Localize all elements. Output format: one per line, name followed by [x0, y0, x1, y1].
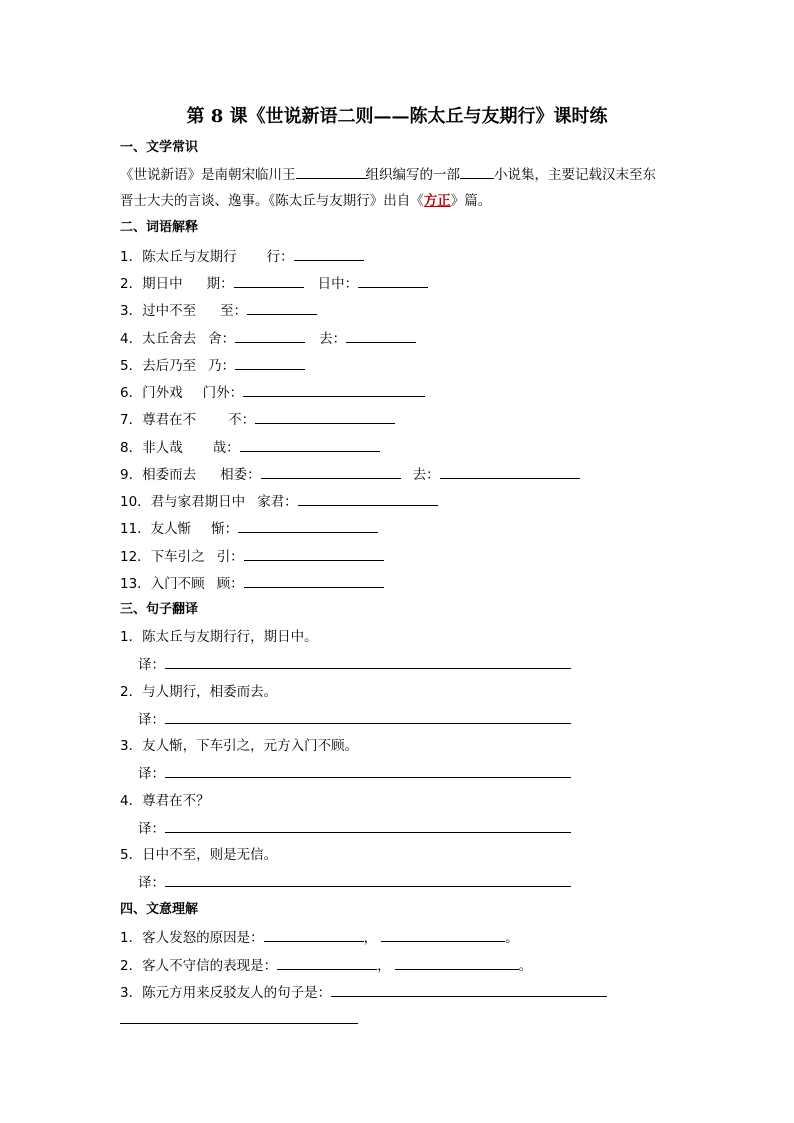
vocab-term: 顾： [216, 576, 244, 592]
vocab-item [120, 382, 425, 403]
answer-blank[interactable] [277, 955, 377, 970]
answer-blank[interactable] [346, 328, 416, 343]
vocab-term: 引： [216, 549, 244, 565]
translation-prefix: 译： [138, 712, 165, 728]
answer-blank[interactable] [165, 818, 571, 833]
translation-answer-line [138, 654, 571, 675]
translation-question: 5．日中不至，则是无信。 [120, 847, 278, 863]
translation-answer-line [138, 763, 571, 784]
vocab-term: 日中： [317, 276, 359, 292]
filled-answer: 方正 [423, 193, 451, 209]
answer-blank[interactable] [247, 300, 317, 315]
answer-blank[interactable] [298, 491, 438, 506]
vocab-question: 2．期日中 [120, 276, 183, 292]
vocab-term: 惭： [211, 521, 239, 537]
section-heading-translation: 三、句子翻译 [120, 602, 199, 617]
vocab-question: 6．门外戏 [120, 385, 183, 401]
vocab-item [120, 437, 380, 458]
vocab-term: 乃： [208, 358, 236, 374]
answer-blank[interactable] [440, 464, 580, 479]
translation-question: 1．陈太丘与友期行行，期日中。 [120, 629, 318, 645]
vocab-question: 3．过中不至 [120, 303, 197, 319]
answer-blank[interactable] [243, 382, 425, 397]
vocab-term: 相委： [220, 467, 261, 483]
answer-blank[interactable] [165, 654, 571, 669]
vocab-item [120, 328, 416, 349]
vocab-term: 舍： [208, 331, 236, 347]
literature-line-1 [120, 164, 656, 185]
answer-blank[interactable] [264, 927, 364, 942]
vocab-term: 不： [228, 412, 256, 428]
vocab-item [120, 300, 317, 321]
punctuation: ， [363, 930, 378, 946]
answer-blank[interactable] [244, 573, 384, 588]
answer-blank[interactable] [235, 328, 305, 343]
answer-blank[interactable] [235, 355, 305, 370]
vocab-question: 5．去后乃至 [120, 358, 197, 374]
answer-blank[interactable] [234, 273, 304, 288]
vocab-term: 家君： [257, 494, 298, 510]
vocab-item [120, 355, 305, 376]
vocab-item [120, 409, 395, 430]
section-heading-vocabulary: 二、词语解释 [120, 220, 199, 235]
punctuation: ， [377, 958, 391, 974]
answer-blank[interactable] [165, 709, 571, 724]
vocab-question: 11．友人惭 [120, 521, 192, 537]
answer-blank[interactable] [120, 1009, 358, 1024]
section-heading-literature: 一、文学常识 [120, 140, 199, 155]
comprehension-item [120, 927, 519, 948]
vocab-term: 去： [412, 467, 440, 483]
answer-blank[interactable] [240, 437, 380, 452]
answer-blank[interactable] [331, 982, 607, 997]
answer-blank[interactable] [381, 927, 505, 942]
comprehension-question: 3．陈元方用来反驳友人的句子是： [120, 985, 332, 1001]
literature-text: 》篇。 [450, 193, 492, 209]
comprehension-item [120, 982, 607, 1003]
answer-blank[interactable] [460, 164, 494, 179]
literature-text: 组织编写的一部 [365, 167, 460, 183]
answer-blank[interactable] [165, 872, 571, 887]
vocab-question: 8．非人哉 [120, 440, 183, 456]
literature-text: 小说集，主要记载汉末至东 [494, 167, 656, 183]
comprehension-item [120, 955, 532, 976]
vocab-item [120, 546, 384, 567]
answer-blank[interactable] [255, 409, 395, 424]
vocab-term: 去： [319, 331, 347, 347]
punctuation: 。 [505, 930, 519, 946]
translation-question: 3．友人惭，下车引之，元方入门不顾。 [120, 738, 359, 754]
vocab-term: 行： [266, 249, 294, 265]
answer-blank[interactable] [358, 273, 428, 288]
vocab-question: 4．太丘舍去 [120, 331, 197, 347]
answer-blank[interactable] [238, 518, 378, 533]
literature-text: 《世说新语》是南朝宋临川王 [120, 167, 296, 183]
vocab-term: 期： [206, 276, 234, 292]
vocab-item [120, 273, 428, 294]
translation-prefix: 译： [138, 657, 165, 673]
vocab-term: 哉： [212, 440, 240, 456]
literature-text: 晋士大夫的言谈、逸事。《陈太丘与友期行》出自《 [120, 193, 424, 209]
vocab-item [120, 491, 438, 512]
translation-prefix: 译： [138, 821, 165, 837]
translation-question: 2．与人期行，相委而去。 [120, 684, 278, 700]
translation-answer-line [138, 709, 571, 730]
vocab-question: 9．相委而去 [120, 467, 197, 483]
vocab-question: 12．下车引之 [120, 549, 205, 565]
comprehension-question: 2．客人不守信的表现是： [120, 958, 278, 974]
answer-blank[interactable] [261, 464, 401, 479]
comprehension-question: 1．客人发怒的原因是： [120, 930, 264, 946]
page-title: 第 8 课《世说新语二则——陈太丘与友期行》课时练 [186, 106, 608, 127]
answer-blank[interactable] [165, 763, 571, 778]
vocab-question: 13．入门不顾 [120, 576, 205, 592]
answer-blank[interactable] [395, 955, 519, 970]
answer-blank[interactable] [296, 164, 366, 179]
translation-answer-line [138, 818, 571, 839]
answer-blank[interactable] [294, 246, 364, 261]
vocab-item [120, 573, 384, 594]
vocab-question: 7．尊君在不 [120, 412, 197, 428]
translation-prefix: 译： [138, 875, 165, 891]
vocab-item [120, 518, 378, 539]
vocab-item [120, 464, 580, 485]
vocab-question: 10．君与家君期日中 [120, 494, 246, 510]
section-heading-comprehension: 四、文意理解 [120, 902, 199, 917]
literature-line-2 [120, 191, 491, 211]
translation-question: 4．尊君在不？ [120, 793, 210, 809]
vocab-term: 门外： [202, 385, 244, 401]
vocab-question: 1．陈太丘与友期行 [120, 249, 237, 265]
translation-prefix: 译： [138, 766, 165, 782]
comprehension-continuation [120, 1009, 358, 1030]
vocab-term: 至： [220, 303, 248, 319]
punctuation: 。 [518, 958, 533, 974]
translation-answer-line [138, 872, 571, 893]
vocab-item [120, 246, 364, 267]
answer-blank[interactable] [244, 546, 384, 561]
